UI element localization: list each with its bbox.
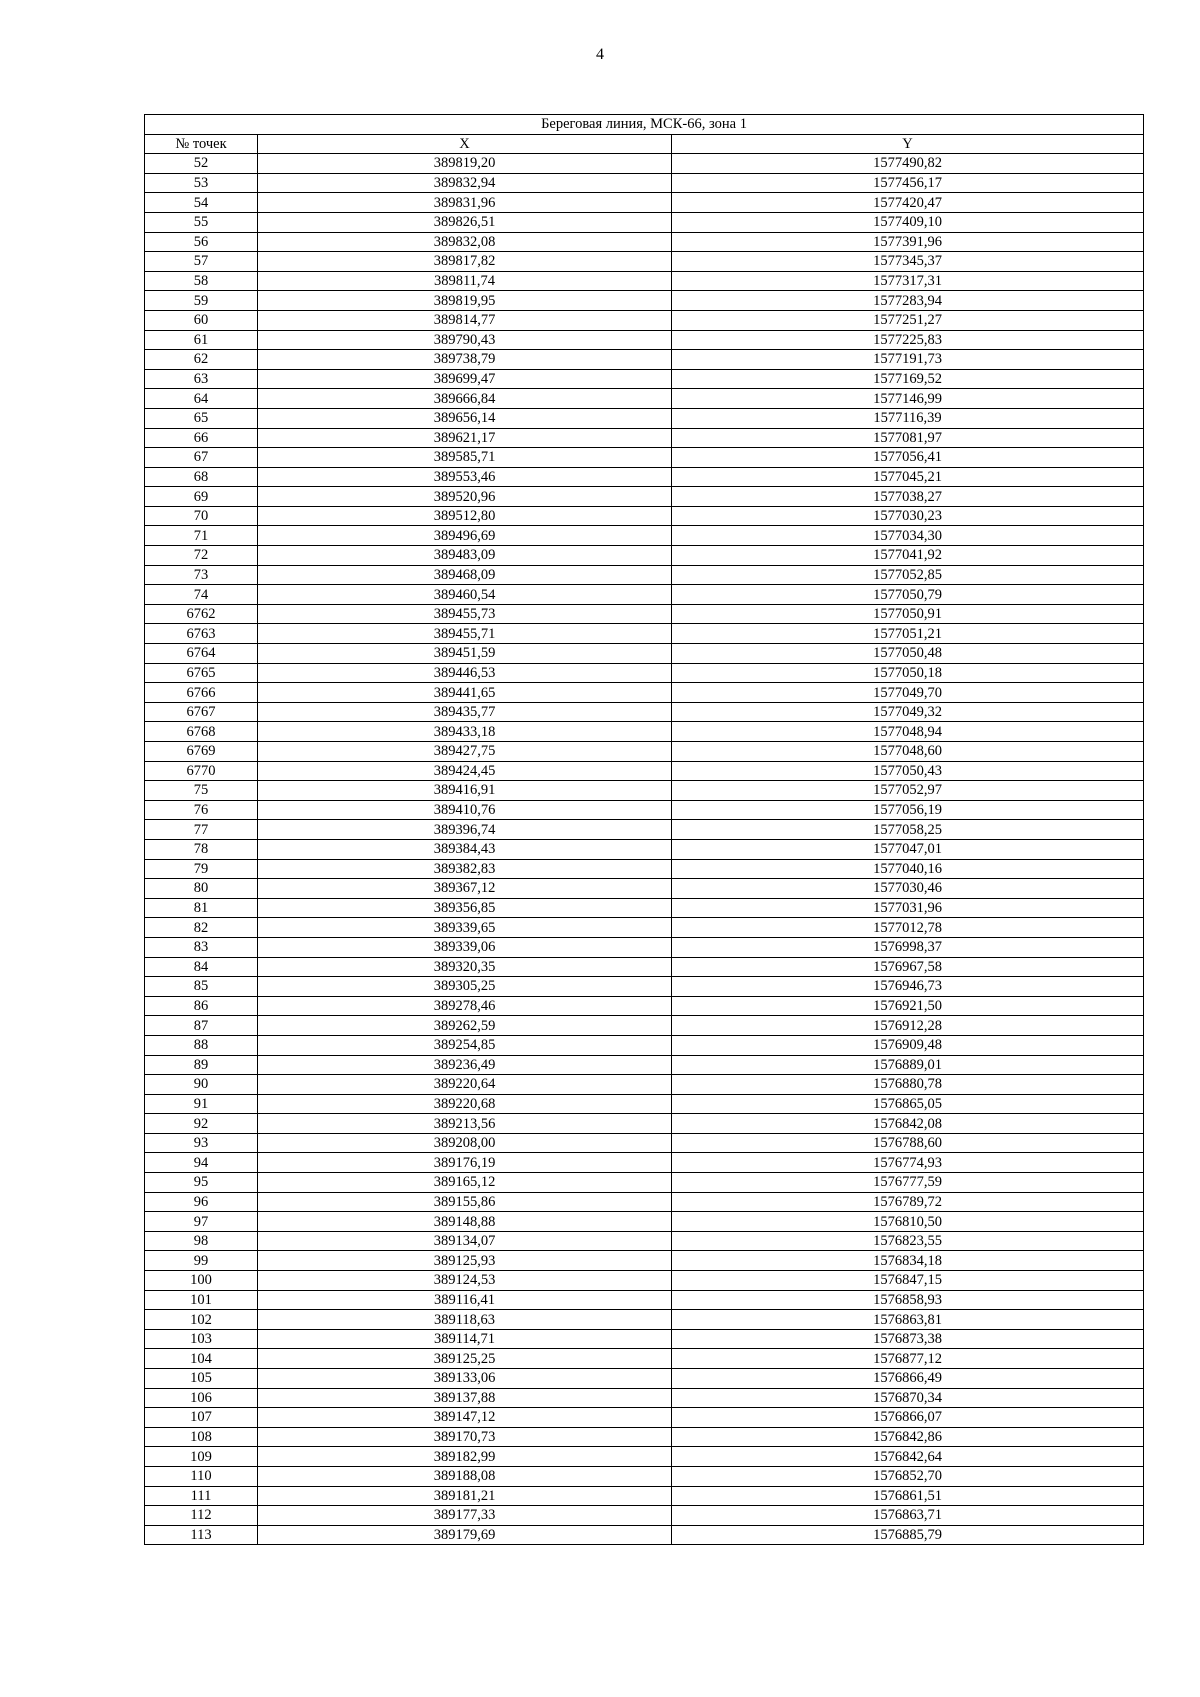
table-row [145, 1466, 1144, 1486]
table-row [145, 1271, 1144, 1291]
table-row [145, 330, 1144, 350]
table-row [145, 1506, 1144, 1526]
cell-point-number: 77 [145, 820, 258, 840]
cell-point-number: 102 [145, 1310, 258, 1330]
cell-point-number: 107 [145, 1408, 258, 1428]
cell-x: 389320,35 [258, 957, 672, 977]
cell-point-number: 111 [145, 1486, 258, 1506]
cell-y: 1577034,30 [672, 526, 1144, 546]
cell-x: 389278,46 [258, 996, 672, 1016]
table-row [145, 839, 1144, 859]
cell-point-number: 60 [145, 310, 258, 330]
table-row [145, 1408, 1144, 1428]
table-header-row [145, 134, 1144, 154]
table-row [145, 1486, 1144, 1506]
cell-y: 1576852,70 [672, 1466, 1144, 1486]
cell-y: 1577116,39 [672, 408, 1144, 428]
table-row [145, 1055, 1144, 1075]
cell-y: 1577191,73 [672, 350, 1144, 370]
cell-x: 389339,06 [258, 937, 672, 957]
table-row [145, 1388, 1144, 1408]
cell-x: 389814,77 [258, 310, 672, 330]
cell-point-number: 63 [145, 369, 258, 389]
cell-y: 1577052,85 [672, 565, 1144, 585]
cell-y: 1577038,27 [672, 487, 1144, 507]
cell-point-number: 104 [145, 1349, 258, 1369]
cell-y: 1576909,48 [672, 1035, 1144, 1055]
cell-y: 1577047,01 [672, 839, 1144, 859]
cell-point-number: 6769 [145, 742, 258, 762]
cell-x: 389165,12 [258, 1173, 672, 1193]
table-body [145, 154, 1144, 1545]
table-row [145, 820, 1144, 840]
cell-x: 389831,96 [258, 193, 672, 213]
cell-point-number: 84 [145, 957, 258, 977]
cell-point-number: 73 [145, 565, 258, 585]
cell-x: 389832,08 [258, 232, 672, 252]
header-x: X [258, 134, 672, 154]
cell-point-number: 70 [145, 506, 258, 526]
cell-y: 1576847,15 [672, 1271, 1144, 1291]
table-row [145, 1231, 1144, 1251]
cell-y: 1576810,50 [672, 1212, 1144, 1232]
cell-x: 389416,91 [258, 781, 672, 801]
cell-x: 389819,95 [258, 291, 672, 311]
cell-point-number: 72 [145, 546, 258, 566]
cell-y: 1577050,43 [672, 761, 1144, 781]
cell-x: 389451,59 [258, 644, 672, 664]
cell-x: 389832,94 [258, 173, 672, 193]
table-row [145, 1290, 1144, 1310]
cell-y: 1577490,82 [672, 154, 1144, 174]
cell-point-number: 101 [145, 1290, 258, 1310]
cell-point-number: 93 [145, 1133, 258, 1153]
table-row [145, 428, 1144, 448]
table-row [145, 898, 1144, 918]
table-row [145, 232, 1144, 252]
cell-y: 1577040,16 [672, 859, 1144, 879]
cell-y: 1576866,49 [672, 1369, 1144, 1389]
cell-y: 1577030,46 [672, 879, 1144, 899]
cell-y: 1576921,50 [672, 996, 1144, 1016]
cell-x: 389356,85 [258, 898, 672, 918]
table-row [145, 252, 1144, 272]
header-point-number: № точек [145, 134, 258, 154]
cell-y: 1577050,91 [672, 604, 1144, 624]
cell-y: 1577030,23 [672, 506, 1144, 526]
cell-x: 389305,25 [258, 977, 672, 997]
cell-y: 1577012,78 [672, 918, 1144, 938]
cell-point-number: 62 [145, 350, 258, 370]
cell-point-number: 53 [145, 173, 258, 193]
cell-x: 389137,88 [258, 1388, 672, 1408]
table-row [145, 1153, 1144, 1173]
cell-x: 389254,85 [258, 1035, 672, 1055]
table-row [145, 1349, 1144, 1369]
cell-point-number: 64 [145, 389, 258, 409]
cell-point-number: 71 [145, 526, 258, 546]
cell-y: 1576877,12 [672, 1349, 1144, 1369]
cell-y: 1576912,28 [672, 1016, 1144, 1036]
cell-y: 1577146,99 [672, 389, 1144, 409]
cell-y: 1577050,79 [672, 585, 1144, 605]
cell-y: 1577049,32 [672, 702, 1144, 722]
cell-x: 389424,45 [258, 761, 672, 781]
cell-y: 1576842,86 [672, 1427, 1144, 1447]
cell-x: 389621,17 [258, 428, 672, 448]
cell-y: 1576863,81 [672, 1310, 1144, 1330]
cell-y: 1576861,51 [672, 1486, 1144, 1506]
table-row [145, 1525, 1144, 1545]
table-row [145, 781, 1144, 801]
cell-point-number: 55 [145, 212, 258, 232]
cell-y: 1577456,17 [672, 173, 1144, 193]
table-row [145, 1094, 1144, 1114]
cell-point-number: 67 [145, 448, 258, 468]
cell-x: 389819,20 [258, 154, 672, 174]
cell-point-number: 54 [145, 193, 258, 213]
cell-x: 389790,43 [258, 330, 672, 350]
cell-point-number: 58 [145, 271, 258, 291]
cell-x: 389520,96 [258, 487, 672, 507]
cell-x: 389483,09 [258, 546, 672, 566]
cell-point-number: 88 [145, 1035, 258, 1055]
cell-point-number: 65 [145, 408, 258, 428]
cell-x: 389367,12 [258, 879, 672, 899]
cell-point-number: 91 [145, 1094, 258, 1114]
table-row [145, 1016, 1144, 1036]
table-row [145, 918, 1144, 938]
table-row [145, 722, 1144, 742]
table-row [145, 1173, 1144, 1193]
cell-x: 389176,19 [258, 1153, 672, 1173]
table-row [145, 742, 1144, 762]
table-row [145, 624, 1144, 644]
cell-y: 1576842,64 [672, 1447, 1144, 1467]
cell-x: 389455,71 [258, 624, 672, 644]
cell-y: 1577420,47 [672, 193, 1144, 213]
cell-point-number: 6764 [145, 644, 258, 664]
cell-point-number: 76 [145, 800, 258, 820]
cell-x: 389118,63 [258, 1310, 672, 1330]
table-row [145, 1427, 1144, 1447]
table-row [145, 1114, 1144, 1134]
cell-point-number: 103 [145, 1329, 258, 1349]
table-row [145, 702, 1144, 722]
cell-y: 1576873,38 [672, 1329, 1144, 1349]
cell-y: 1576788,60 [672, 1133, 1144, 1153]
cell-y: 1576946,73 [672, 977, 1144, 997]
cell-x: 389188,08 [258, 1466, 672, 1486]
cell-point-number: 6770 [145, 761, 258, 781]
cell-x: 389236,49 [258, 1055, 672, 1075]
cell-x: 389181,21 [258, 1486, 672, 1506]
table-row [145, 996, 1144, 1016]
cell-x: 389382,83 [258, 859, 672, 879]
cell-y: 1577058,25 [672, 820, 1144, 840]
cell-point-number: 87 [145, 1016, 258, 1036]
table-row [145, 644, 1144, 664]
cell-x: 389134,07 [258, 1231, 672, 1251]
cell-x: 389133,06 [258, 1369, 672, 1389]
cell-point-number: 6766 [145, 683, 258, 703]
cell-point-number: 94 [145, 1153, 258, 1173]
cell-y: 1577031,96 [672, 898, 1144, 918]
cell-point-number: 6763 [145, 624, 258, 644]
table-row [145, 526, 1144, 546]
table-row [145, 683, 1144, 703]
cell-y: 1576774,93 [672, 1153, 1144, 1173]
cell-y: 1577391,96 [672, 232, 1144, 252]
cell-point-number: 89 [145, 1055, 258, 1075]
cell-point-number: 69 [145, 487, 258, 507]
cell-point-number: 85 [145, 977, 258, 997]
cell-x: 389410,76 [258, 800, 672, 820]
cell-point-number: 99 [145, 1251, 258, 1271]
cell-point-number: 105 [145, 1369, 258, 1389]
cell-x: 389396,74 [258, 820, 672, 840]
cell-x: 389124,53 [258, 1271, 672, 1291]
cell-x: 389384,43 [258, 839, 672, 859]
cell-x: 389427,75 [258, 742, 672, 762]
table-row [145, 1310, 1144, 1330]
cell-x: 389179,69 [258, 1525, 672, 1545]
cell-point-number: 95 [145, 1173, 258, 1193]
cell-x: 389125,93 [258, 1251, 672, 1271]
cell-y: 1576777,59 [672, 1173, 1144, 1193]
cell-y: 1577049,70 [672, 683, 1144, 703]
table-row [145, 937, 1144, 957]
cell-point-number: 78 [145, 839, 258, 859]
cell-y: 1576885,79 [672, 1525, 1144, 1545]
cell-point-number: 97 [145, 1212, 258, 1232]
table-row [145, 1212, 1144, 1232]
cell-y: 1577041,92 [672, 546, 1144, 566]
cell-y: 1576998,37 [672, 937, 1144, 957]
cell-x: 389116,41 [258, 1290, 672, 1310]
table-row [145, 1251, 1144, 1271]
cell-x: 389738,79 [258, 350, 672, 370]
cell-point-number: 98 [145, 1231, 258, 1251]
cell-point-number: 108 [145, 1427, 258, 1447]
cell-y: 1576889,01 [672, 1055, 1144, 1075]
cell-x: 389460,54 [258, 585, 672, 605]
cell-x: 389170,73 [258, 1427, 672, 1447]
table-row [145, 408, 1144, 428]
cell-x: 389147,12 [258, 1408, 672, 1428]
cell-y: 1577048,60 [672, 742, 1144, 762]
cell-point-number: 56 [145, 232, 258, 252]
table-row [145, 467, 1144, 487]
cell-point-number: 57 [145, 252, 258, 272]
table-row [145, 1133, 1144, 1153]
cell-y: 1576967,58 [672, 957, 1144, 977]
cell-point-number: 112 [145, 1506, 258, 1526]
cell-y: 1577251,27 [672, 310, 1144, 330]
cell-point-number: 6765 [145, 663, 258, 683]
cell-x: 389826,51 [258, 212, 672, 232]
table-row [145, 1035, 1144, 1055]
cell-x: 389585,71 [258, 448, 672, 468]
cell-x: 389114,71 [258, 1329, 672, 1349]
page-number: 4 [596, 46, 604, 63]
table-row [145, 1075, 1144, 1095]
cell-point-number: 52 [145, 154, 258, 174]
cell-y: 1576865,05 [672, 1094, 1144, 1114]
cell-y: 1577051,21 [672, 624, 1144, 644]
cell-point-number: 6768 [145, 722, 258, 742]
cell-y: 1576834,18 [672, 1251, 1144, 1271]
cell-y: 1577345,37 [672, 252, 1144, 272]
cell-point-number: 90 [145, 1075, 258, 1095]
table-caption: Береговая линия, МСК-66, зона 1 [145, 115, 1144, 135]
cell-x: 389155,86 [258, 1192, 672, 1212]
table-row [145, 310, 1144, 330]
table-row [145, 193, 1144, 213]
cell-point-number: 96 [145, 1192, 258, 1212]
cell-y: 1576789,72 [672, 1192, 1144, 1212]
cell-x: 389262,59 [258, 1016, 672, 1036]
table-row [145, 565, 1144, 585]
cell-point-number: 100 [145, 1271, 258, 1291]
coordinates-table [144, 114, 1144, 1545]
cell-y: 1577317,31 [672, 271, 1144, 291]
cell-y: 1576842,08 [672, 1114, 1144, 1134]
cell-point-number: 80 [145, 879, 258, 899]
cell-y: 1576870,34 [672, 1388, 1144, 1408]
table-row [145, 369, 1144, 389]
header-y: Y [672, 134, 1144, 154]
table-row [145, 154, 1144, 174]
cell-point-number: 110 [145, 1466, 258, 1486]
cell-x: 389182,99 [258, 1447, 672, 1467]
cell-point-number: 59 [145, 291, 258, 311]
cell-y: 1576858,93 [672, 1290, 1144, 1310]
cell-y: 1577048,94 [672, 722, 1144, 742]
table-row [145, 389, 1144, 409]
cell-point-number: 74 [145, 585, 258, 605]
cell-y: 1577050,18 [672, 663, 1144, 683]
cell-point-number: 109 [145, 1447, 258, 1467]
cell-y: 1577052,97 [672, 781, 1144, 801]
cell-x: 389213,56 [258, 1114, 672, 1134]
cell-point-number: 86 [145, 996, 258, 1016]
cell-y: 1577056,19 [672, 800, 1144, 820]
cell-point-number: 81 [145, 898, 258, 918]
cell-y: 1577081,97 [672, 428, 1144, 448]
table-row [145, 585, 1144, 605]
table-row [145, 487, 1144, 507]
cell-x: 389177,33 [258, 1506, 672, 1526]
table-row [145, 212, 1144, 232]
cell-x: 389148,88 [258, 1212, 672, 1232]
table-row [145, 800, 1144, 820]
cell-x: 389512,80 [258, 506, 672, 526]
cell-x: 389468,09 [258, 565, 672, 585]
table-row [145, 1329, 1144, 1349]
cell-x: 389208,00 [258, 1133, 672, 1153]
cell-y: 1576880,78 [672, 1075, 1144, 1095]
cell-point-number: 83 [145, 937, 258, 957]
cell-x: 389666,84 [258, 389, 672, 409]
cell-y: 1576823,55 [672, 1231, 1144, 1251]
table-row [145, 173, 1144, 193]
table-row [145, 291, 1144, 311]
table-row [145, 879, 1144, 899]
cell-x: 389220,68 [258, 1094, 672, 1114]
cell-point-number: 68 [145, 467, 258, 487]
table-caption-row [145, 115, 1144, 135]
table-row [145, 1369, 1144, 1389]
cell-y: 1576863,71 [672, 1506, 1144, 1526]
cell-x: 389496,69 [258, 526, 672, 546]
cell-x: 389811,74 [258, 271, 672, 291]
cell-x: 389446,53 [258, 663, 672, 683]
table-row [145, 977, 1144, 997]
cell-point-number: 106 [145, 1388, 258, 1408]
cell-y: 1577283,94 [672, 291, 1144, 311]
table-row [145, 546, 1144, 566]
cell-point-number: 92 [145, 1114, 258, 1134]
table-row [145, 957, 1144, 977]
table-row [145, 859, 1144, 879]
cell-y: 1577225,83 [672, 330, 1144, 350]
cell-x: 389455,73 [258, 604, 672, 624]
cell-point-number: 82 [145, 918, 258, 938]
cell-point-number: 6762 [145, 604, 258, 624]
cell-x: 389699,47 [258, 369, 672, 389]
table-row [145, 1447, 1144, 1467]
cell-x: 389339,65 [258, 918, 672, 938]
cell-y: 1577169,52 [672, 369, 1144, 389]
table-row [145, 1192, 1144, 1212]
cell-point-number: 79 [145, 859, 258, 879]
cell-point-number: 113 [145, 1525, 258, 1545]
table-row [145, 663, 1144, 683]
cell-y: 1577045,21 [672, 467, 1144, 487]
cell-x: 389435,77 [258, 702, 672, 722]
cell-point-number: 75 [145, 781, 258, 801]
cell-x: 389433,18 [258, 722, 672, 742]
cell-point-number: 61 [145, 330, 258, 350]
table-row [145, 448, 1144, 468]
table-row [145, 271, 1144, 291]
cell-point-number: 66 [145, 428, 258, 448]
table-row [145, 761, 1144, 781]
cell-x: 389817,82 [258, 252, 672, 272]
cell-y: 1577409,10 [672, 212, 1144, 232]
cell-y: 1576866,07 [672, 1408, 1144, 1428]
cell-x: 389441,65 [258, 683, 672, 703]
cell-x: 389553,46 [258, 467, 672, 487]
cell-x: 389220,64 [258, 1075, 672, 1095]
table-row [145, 604, 1144, 624]
cell-y: 1577050,48 [672, 644, 1144, 664]
table-row [145, 350, 1144, 370]
cell-x: 389125,25 [258, 1349, 672, 1369]
table-row [145, 506, 1144, 526]
cell-y: 1577056,41 [672, 448, 1144, 468]
cell-point-number: 6767 [145, 702, 258, 722]
cell-x: 389656,14 [258, 408, 672, 428]
